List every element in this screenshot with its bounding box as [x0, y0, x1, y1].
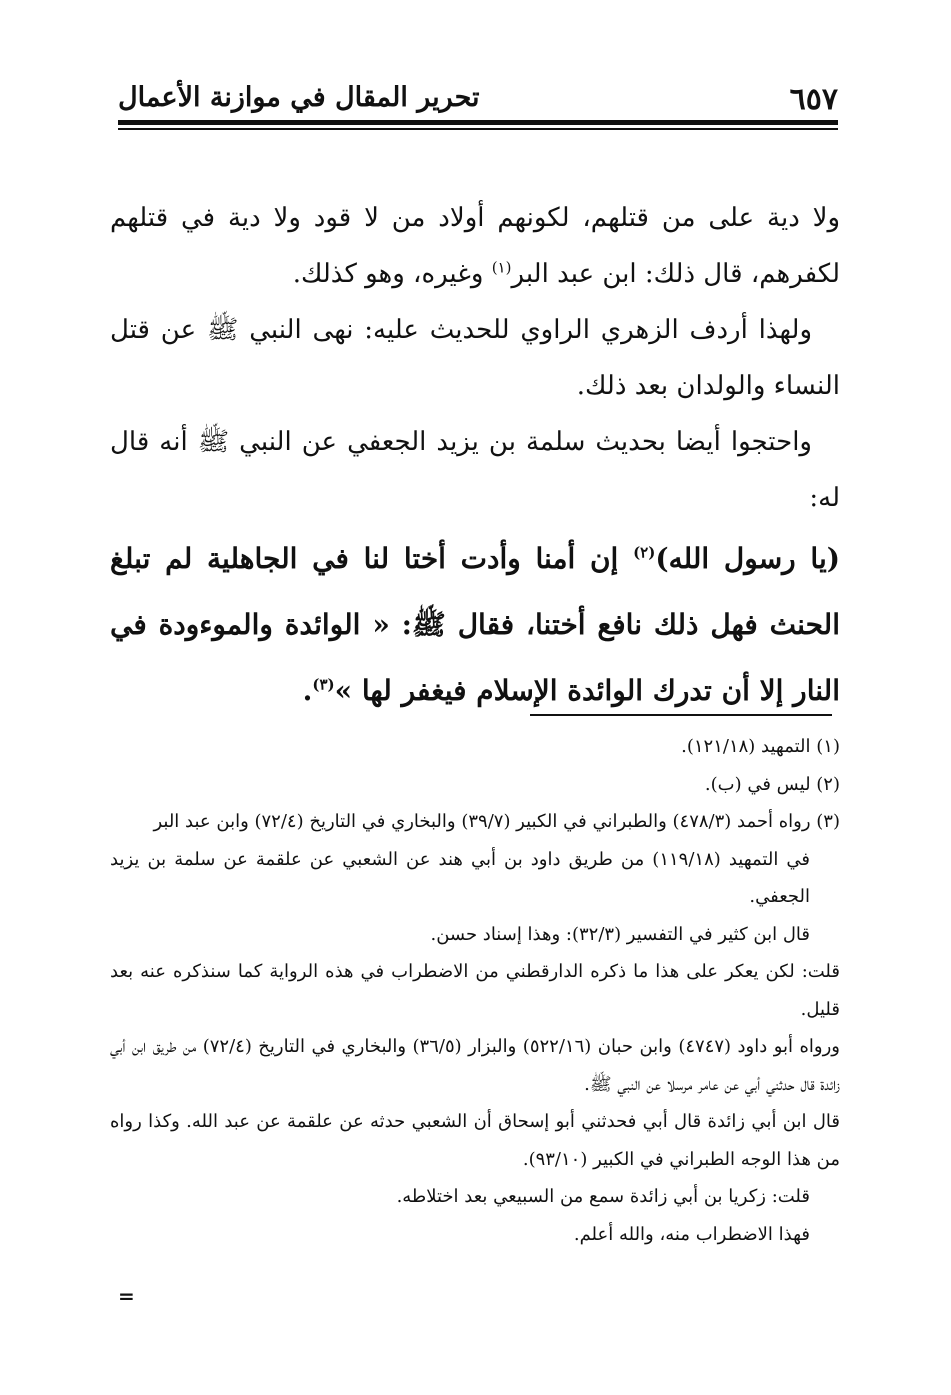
page-number: ٦٥٧ [789, 82, 838, 117]
footnotes [110, 728, 840, 1253]
continuation-mark: = [118, 1284, 135, 1308]
paragraph-1 [110, 190, 840, 302]
footnote-3-line-7: قلت: زكريا بن أبي زائدة سمع من السبيعي بعد اختلاطه. [396, 1186, 810, 1207]
footnote-ref-3: (٣) [312, 675, 335, 694]
header-rule-thin [118, 128, 838, 130]
footnote-1: (١) التمهيد (١٢١/١٨). [681, 736, 840, 757]
main-text [110, 190, 840, 724]
paragraph-2: ولهذا أردف الزهري الراوي للحديث عليه: نهى النبي ﷺ عن قتل النساء والولدان بعد ذلك. [110, 315, 840, 401]
hadith-quote-end: . [302, 674, 313, 707]
footnote-2: (٢) ليس في (ب). [704, 773, 840, 795]
footnote-3-line-1: (٣) رواه أحمد (٤٧٨/٣) والطبراني في الكبير (٣٩/٧) والبخاري في التاريخ (٧٢/٤) وابن عبد البر [153, 811, 840, 832]
footnote-3-line-6: قال ابن أبي زائدة قال أبي فحدثني أبو إسحاق أن الشعبي حدثه عن علقمة عن عبد الله. وكذا رواه من هذا الوجه الطبراني في الكبير (٩٣/١٠). [110, 1111, 840, 1170]
footnote-ref-1: (١) [491, 258, 512, 277]
hadith-quote [110, 526, 840, 724]
footnote-3-line-5: ورواه أبو داود (٤٧٤٧) وابن حبان (٥٢٢/١٦) والبزار (٣٦/٥) والبخاري في التاريخ (٧٢/٤) من طريق ابن أبي زائدة قال حدثني أبي عن عامر مرسلا عن النبي ﷺ. [110, 1036, 840, 1095]
paragraph-1-line-2b: وغيره، وهو كذلك. [292, 259, 492, 289]
footnote-3-line-4: قلت: لكن يعكر على هذا ما ذكره الدارقطني من الاضطراب في هذه الرواية كما سنذكره عنه بعد قليل. [110, 961, 840, 1020]
paragraph-3: واحتجوا أيضا بحديث سلمة بن يزيد الجعفي عن النبي ﷺ أنه قال له: [110, 427, 840, 513]
footnote-ref-2: (٢) [633, 543, 656, 562]
paragraph-1-line-2a: قال ذلك: ابن عبد البر [511, 259, 743, 289]
page-header [118, 72, 838, 124]
hadith-quote-a: (يا رسول الله) [655, 542, 840, 575]
running-title: تحرير المقال في موازنة الأعمال [118, 82, 480, 113]
header-rule-thick [118, 120, 838, 125]
footnote-3-line-3: قال ابن كثير في التفسير (٣٢/٣): وهذا إسناد حسن. [430, 923, 810, 945]
footnote-3-line-2: في التمهيد (١١٩/١٨) من طريق داود بن أبي هند عن الشعبي عن علقمة عن سلمة بن يزيد الجعفي. [110, 848, 810, 907]
paragraph-1-line-1: ولا دية على من قتلهم، لكونهم أولاد من لا قود ولا دية في قتلهم لكفرهم، [110, 203, 840, 289]
footnote-separator [530, 714, 832, 716]
footnote-3-line-8: فهذا الاضطراب منه، والله أعلم. [573, 1223, 810, 1245]
hadith-quote-b: إن أمنا وأدت أختا لنا في الجاهلية لم تبلغ الحنث فهل ذلك نافع أختنا، فقال ﷺ: « الوائدة والموءودة في النار إلا أن تدرك الوائدة الإسلام فيغفر لها » [110, 542, 840, 707]
